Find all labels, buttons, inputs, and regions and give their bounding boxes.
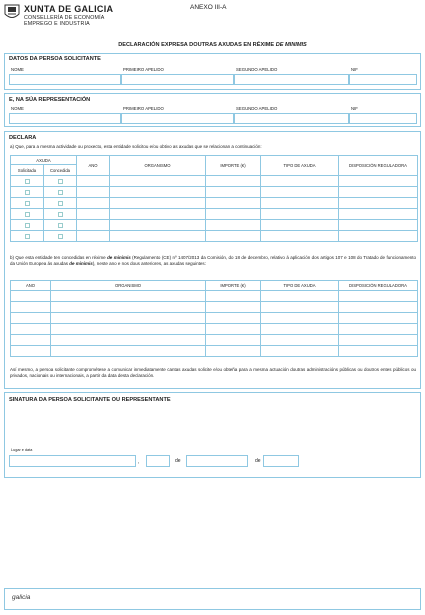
table-a-row [11, 198, 418, 209]
applicant-nif-field[interactable] [349, 74, 417, 85]
requested-checkbox[interactable] [25, 212, 30, 217]
requested-cell[interactable] [11, 231, 44, 242]
declaration-section [4, 131, 421, 389]
applicant-first-surname-label: PRIMEIRO APELIDO [123, 67, 164, 72]
de-separator-1: de [175, 458, 181, 464]
aids-table-a [10, 155, 418, 242]
col-granted-header: Concedida [44, 165, 77, 176]
table-a-cell[interactable] [77, 220, 110, 231]
table-b-row [11, 335, 418, 346]
b-col-regulation-header: DISPOSICIÓN REGULADORA [339, 281, 418, 291]
table-a-cell[interactable] [339, 176, 418, 187]
table-b-cell[interactable] [51, 335, 206, 346]
table-a-cell[interactable] [206, 176, 261, 187]
rep-name-label: NOME [11, 106, 24, 111]
table-b-cell[interactable] [206, 346, 261, 357]
year-field[interactable] [263, 455, 299, 467]
point-b-text [10, 255, 416, 267]
applicant-section-title: DATOS DA PERSOA SOLICITANTE [9, 56, 101, 62]
signature-section [4, 392, 421, 478]
applicant-second-surname-field[interactable] [234, 74, 349, 85]
requested-checkbox[interactable] [25, 223, 30, 228]
table-b-cell[interactable] [51, 313, 206, 324]
document-title [0, 42, 425, 48]
table-a-cell[interactable] [77, 198, 110, 209]
granted-cell[interactable] [44, 231, 77, 242]
table-a-row [11, 176, 418, 187]
table-a-row [11, 187, 418, 198]
representative-section [4, 93, 421, 127]
rep-second-surname-field[interactable] [234, 113, 349, 124]
col-year-header: ANO [77, 156, 110, 176]
de-separator-2: de [255, 458, 261, 464]
commitment-text: Así mesmo, a persoa solicitante comprométese a comunicar inmediatamente cantas axudas solicite e/ou obteña para a mesma actuación doutras administracións públicas ou doutros entes públicos ou privados, nacionais ou internacionais, a partir da data desta declaración. [10, 367, 416, 379]
table-a-cell[interactable] [110, 209, 206, 220]
table-b-cell[interactable] [339, 291, 418, 302]
rep-first-surname-label: PRIMEIRO APELIDO [123, 106, 164, 111]
granted-checkbox[interactable] [58, 190, 63, 195]
applicant-name-label: NOME [11, 67, 24, 72]
requested-checkbox[interactable] [25, 190, 30, 195]
col-amount-header: IMPORTE (€) [206, 156, 261, 176]
col-organism-header: ORGANISMO [110, 156, 206, 176]
place-field[interactable] [9, 455, 136, 467]
day-field[interactable] [146, 455, 170, 467]
table-b-row [11, 324, 418, 335]
title-emphasis: DE MINIMIS [275, 42, 307, 48]
requested-cell[interactable] [11, 209, 44, 220]
rep-first-surname-field[interactable] [121, 113, 234, 124]
requested-checkbox[interactable] [25, 179, 30, 184]
table-a-cell[interactable] [110, 187, 206, 198]
table-a-cell[interactable] [77, 231, 110, 242]
applicant-name-field[interactable] [9, 74, 121, 85]
granted-checkbox[interactable] [58, 179, 63, 184]
table-b-cell[interactable] [51, 291, 206, 302]
table-b-cell[interactable] [206, 313, 261, 324]
table-a-cell[interactable] [339, 187, 418, 198]
table-b-cell[interactable] [206, 302, 261, 313]
table-a-cell[interactable] [261, 198, 339, 209]
requested-cell[interactable] [11, 198, 44, 209]
applicant-first-surname-field[interactable] [121, 74, 234, 85]
granted-checkbox[interactable] [58, 212, 63, 217]
table-b-cell[interactable] [261, 335, 339, 346]
table-b-cell[interactable] [206, 335, 261, 346]
b-col-aid-type-header: TIPO DE AXUDA [261, 281, 339, 291]
footer-frame [4, 588, 421, 610]
table-a-cell[interactable] [339, 209, 418, 220]
granted-cell[interactable] [44, 176, 77, 187]
table-a-cell[interactable] [339, 220, 418, 231]
department-line-2: EMPREGO E INDUSTRIA [24, 21, 90, 27]
table-a-row [11, 231, 418, 242]
table-a-body [11, 176, 418, 242]
table-a-cell[interactable] [339, 231, 418, 242]
signature-title: SINATURA DA PERSOA SOLICITANTE OU REPRESENTANTE [9, 397, 171, 403]
point-b-emphasis-1: de minimis [107, 255, 131, 260]
granted-cell[interactable] [44, 198, 77, 209]
applicant-nif-label: NIF [351, 67, 358, 72]
table-a-cell[interactable] [110, 220, 206, 231]
granted-cell[interactable] [44, 187, 77, 198]
table-b-cell[interactable] [339, 335, 418, 346]
requested-checkbox[interactable] [25, 201, 30, 206]
table-b-cell[interactable] [339, 313, 418, 324]
brand-name: XUNTA DE GALICIA [24, 4, 114, 14]
table-a-cell[interactable] [261, 231, 339, 242]
granted-cell[interactable] [44, 209, 77, 220]
table-b-row [11, 302, 418, 313]
table-a-cell[interactable] [261, 176, 339, 187]
requested-cell[interactable] [11, 176, 44, 187]
aids-table-b [10, 280, 418, 357]
rep-second-surname-label: SEGUNDO APELIDO [236, 106, 278, 111]
title-main: DECLARACIÓN EXPRESA DOUTRAS AXUDAS EN RÉXIME [118, 42, 276, 48]
galicia-logo: galicia [12, 594, 31, 601]
month-field[interactable] [186, 455, 248, 467]
table-a-cell[interactable] [261, 187, 339, 198]
table-a-cell[interactable] [206, 198, 261, 209]
table-b-cell[interactable] [11, 313, 51, 324]
table-a-cell[interactable] [77, 209, 110, 220]
table-a-cell[interactable] [206, 231, 261, 242]
table-b-cell[interactable] [51, 302, 206, 313]
b-col-year-header: ANO [11, 281, 51, 291]
table-b-cell[interactable] [51, 346, 206, 357]
declaration-title: DECLARA [9, 135, 37, 141]
rep-name-field[interactable] [9, 113, 121, 124]
table-a-cell[interactable] [110, 231, 206, 242]
table-b-cell[interactable] [11, 302, 51, 313]
table-b-cell[interactable] [261, 324, 339, 335]
table-a-cell[interactable] [206, 187, 261, 198]
col-regulation-header: DISPOSICIÓN REGULADORA [339, 156, 418, 176]
table-b-cell[interactable] [51, 324, 206, 335]
point-b-text-1: b) Que esta entidade ten concedidas en réxime [10, 255, 108, 260]
table-b-cell[interactable] [339, 302, 418, 313]
point-b-text-3: ), neste ano e nos dous anteriores, as axudas seguintes: [92, 261, 206, 267]
requested-cell[interactable] [11, 187, 44, 198]
table-b-cell[interactable] [206, 324, 261, 335]
table-a-cell[interactable] [110, 198, 206, 209]
table-a-cell[interactable] [261, 220, 339, 231]
table-b-cell[interactable] [11, 291, 51, 302]
granted-checkbox[interactable] [58, 234, 63, 239]
annex-label: ANEXO III-A [190, 4, 227, 11]
department-line-1: CONSELLERÍA DE ECONOMÍA [24, 15, 105, 21]
comma-separator: , [138, 459, 140, 465]
table-b-cell[interactable] [261, 346, 339, 357]
point-a-text: a) Que, para a mesma actividade ou proxecto, esta entidade solicitou e/ou obtivo as axudas que se relacionan a continuación: [10, 144, 262, 149]
table-b-cell[interactable] [261, 313, 339, 324]
requested-checkbox[interactable] [25, 234, 30, 239]
b-col-amount-header: IMPORTE (€) [206, 281, 261, 291]
table-a-cell[interactable] [77, 187, 110, 198]
applicant-second-surname-label: SEGUNDO APELIDO [236, 67, 278, 72]
point-b-emphasis-2: de minimis [69, 261, 93, 267]
table-b-cell[interactable] [206, 291, 261, 302]
rep-nif-label: NIF [351, 106, 358, 111]
aid-group-header: AXUDA [11, 156, 77, 165]
requested-cell[interactable] [11, 220, 44, 231]
table-b-cell[interactable] [261, 291, 339, 302]
rep-nif-field[interactable] [349, 113, 417, 124]
applicant-section [4, 53, 421, 90]
col-aid-type-header: TIPO DE AXUDA [261, 156, 339, 176]
table-b-cell[interactable] [11, 335, 51, 346]
b-col-organism-header: ORGANISMO [51, 281, 206, 291]
table-b-cell[interactable] [11, 346, 51, 357]
granted-checkbox[interactable] [58, 201, 63, 206]
table-b-cell[interactable] [261, 302, 339, 313]
table-a-row [11, 220, 418, 231]
representative-section-title: E, NA SÚA REPRESENTACIÓN [9, 97, 91, 103]
granted-checkbox[interactable] [58, 223, 63, 228]
table-a-cell[interactable] [77, 176, 110, 187]
place-date-label: Lugar e data [11, 448, 33, 452]
table-a-cell[interactable] [110, 176, 206, 187]
table-a-cell[interactable] [206, 209, 261, 220]
table-a-cell[interactable] [261, 209, 339, 220]
table-a-row [11, 209, 418, 220]
table-b-row [11, 346, 418, 357]
table-b-row [11, 313, 418, 324]
point-b-text-2: (Regulamento (CE) nº 1407/2013 da Comisión, do 18 de decembro, relativo á aplicación dos artigos 107 e 108 do Tratado de funcionamento da Unión Europea ás axudas [10, 255, 416, 267]
table-b-body [11, 291, 418, 357]
table-b-cell[interactable] [339, 346, 418, 357]
table-b-cell[interactable] [11, 324, 51, 335]
table-b-row [11, 291, 418, 302]
granted-cell[interactable] [44, 220, 77, 231]
col-requested-header: Solicitada [11, 165, 44, 176]
department-name [24, 15, 105, 27]
table-a-cell[interactable] [339, 198, 418, 209]
table-b-cell[interactable] [339, 324, 418, 335]
table-a-cell[interactable] [206, 220, 261, 231]
xunta-logo-icon [4, 4, 20, 21]
